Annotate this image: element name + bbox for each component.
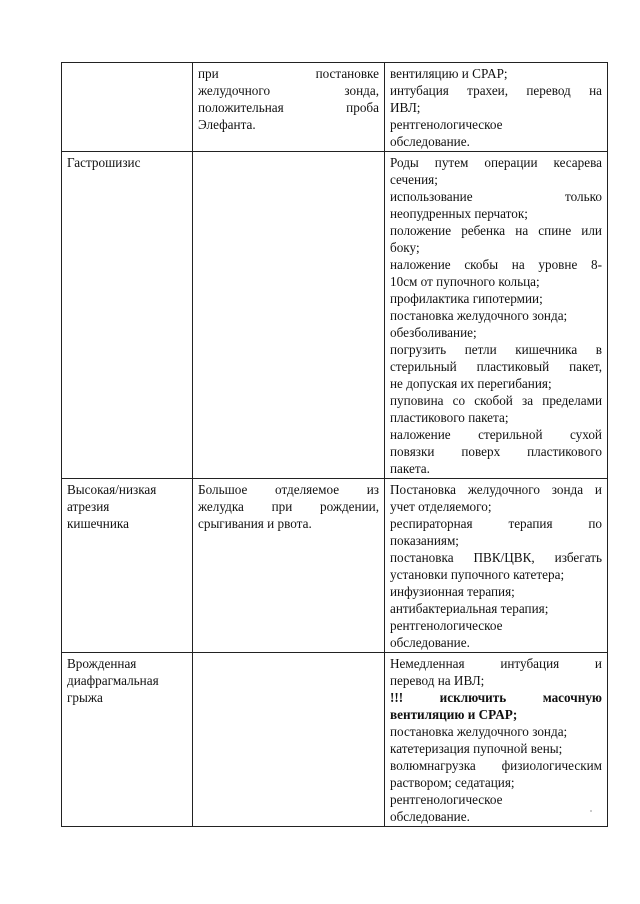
actions-line: использование только bbox=[390, 189, 602, 204]
condition-line: грыжа bbox=[67, 690, 103, 705]
actions-line: пакета. bbox=[390, 461, 430, 476]
table-row bbox=[62, 653, 608, 827]
condition-cell bbox=[62, 152, 193, 479]
actions-cell bbox=[385, 63, 608, 152]
actions-line: перевод на ИВЛ; bbox=[390, 673, 485, 688]
actions-line: обезболивание; bbox=[390, 325, 477, 340]
actions-line: постановка желудочного зонда; bbox=[390, 724, 568, 739]
actions-line: Роды путем операции кесарева bbox=[390, 155, 602, 170]
actions-line: антибактериальная терапия; bbox=[390, 601, 549, 616]
condition-line: диафрагмальная bbox=[67, 673, 159, 688]
actions-line: пластикового пакета; bbox=[390, 410, 509, 425]
actions-line: не допуская их перегибания; bbox=[390, 376, 552, 391]
condition-line: Высокая/низкая bbox=[67, 482, 157, 497]
actions-line: ИВЛ; bbox=[390, 100, 421, 115]
condition-line: атрезия bbox=[67, 499, 110, 514]
actions-line: 10см от пупочного кольца; bbox=[390, 274, 540, 289]
table-row bbox=[62, 479, 608, 653]
actions-line: интубация трахеи, перевод на bbox=[390, 83, 602, 98]
signs-line: положительная проба bbox=[198, 100, 379, 115]
actions-line: пуповина со скобой за пределами bbox=[390, 393, 602, 408]
actions-line: сечения; bbox=[390, 172, 438, 187]
actions-line: !!! исключить масочную bbox=[390, 690, 602, 705]
actions-line: обследование. bbox=[390, 809, 470, 824]
actions-line: стерильный пластиковый пакет, bbox=[390, 359, 602, 374]
actions-line: респираторная терапия по bbox=[390, 516, 602, 531]
actions-cell bbox=[385, 479, 608, 653]
actions-cell bbox=[385, 152, 608, 479]
actions-line: боку; bbox=[390, 240, 420, 255]
signs-line: Элефанта. bbox=[198, 117, 256, 132]
actions-line: установки пупочного катетера; bbox=[390, 567, 565, 582]
actions-line: учет отделяемого; bbox=[390, 499, 492, 514]
table-row bbox=[62, 63, 608, 152]
scan-speck bbox=[590, 810, 592, 812]
signs-line: срыгивания и рвота. bbox=[198, 516, 312, 531]
actions-line: положение ребенка на спине или bbox=[390, 223, 602, 238]
signs-line: Большое отделяемое из bbox=[198, 482, 379, 497]
actions-line: наложение стерильной сухой bbox=[390, 427, 602, 442]
actions-line: катетеризация пупочной вены; bbox=[390, 741, 563, 756]
actions-cell bbox=[385, 653, 608, 827]
actions-line: профилактика гипотермии; bbox=[390, 291, 543, 306]
actions-line: рентгенологическое bbox=[390, 792, 503, 807]
actions-line: обследование. bbox=[390, 134, 470, 149]
table-row bbox=[62, 152, 608, 479]
actions-line: постановка желудочного зонда; bbox=[390, 308, 568, 323]
actions-line: вентиляцию и CPAP; bbox=[390, 66, 508, 81]
actions-line: Немедленная интубация и bbox=[390, 656, 602, 671]
condition-cell bbox=[62, 63, 193, 152]
actions-line: повязки поверх пластикового bbox=[390, 444, 602, 459]
signs-line: желудочного зонда, bbox=[198, 83, 379, 98]
condition-cell bbox=[62, 653, 193, 827]
condition-line: Гастрошизис bbox=[67, 155, 141, 170]
signs-line: желудка при рождении, bbox=[198, 499, 379, 514]
clinical-table bbox=[61, 62, 608, 827]
signs-cell bbox=[193, 479, 385, 653]
actions-line: погрузить петли кишечника в bbox=[390, 342, 602, 357]
actions-line: постановка ПВК/ЦВК, избегать bbox=[390, 550, 602, 565]
actions-line: волюмнагрузка физиологическим bbox=[390, 758, 602, 773]
actions-line: вентиляцию и CPAP; bbox=[390, 707, 518, 722]
signs-line: при постановке bbox=[198, 66, 379, 81]
actions-line: Постановка желудочного зонда и bbox=[390, 482, 602, 497]
actions-line: наложение скобы на уровне 8- bbox=[390, 257, 602, 272]
condition-line: Врожденная bbox=[67, 656, 137, 671]
actions-line: рентгенологическое bbox=[390, 117, 503, 132]
signs-cell bbox=[193, 152, 385, 479]
actions-line: раствором; седатация; bbox=[390, 775, 515, 790]
condition-cell bbox=[62, 479, 193, 653]
actions-line: показаниям; bbox=[390, 533, 459, 548]
actions-line: неопудренных перчаток; bbox=[390, 206, 528, 221]
signs-cell bbox=[193, 63, 385, 152]
actions-line: рентгенологическое bbox=[390, 618, 503, 633]
condition-line: кишечника bbox=[67, 516, 129, 531]
actions-line: инфузионная терапия; bbox=[390, 584, 515, 599]
signs-cell bbox=[193, 653, 385, 827]
actions-line: обследование. bbox=[390, 635, 470, 650]
